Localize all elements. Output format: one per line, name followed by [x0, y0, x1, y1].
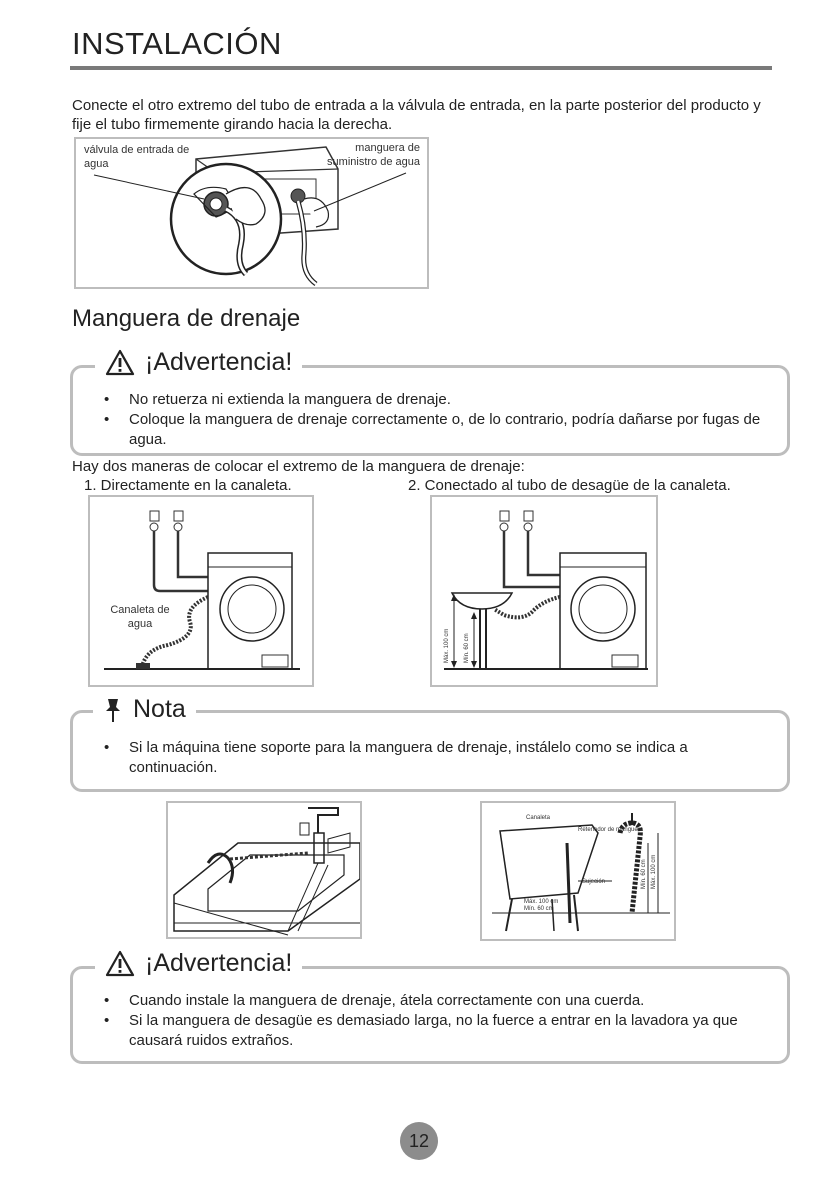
list-item: • Cuando instale la manguera de drenaje, átela correctamente con una cuerda. [73, 991, 773, 1011]
warning-title-1: ¡Advertencia! [145, 348, 293, 376]
max-height-label: Máx. 100 cm [444, 628, 450, 663]
page-number: 12 [400, 1122, 438, 1160]
drain-ways-intro: Hay dos maneras de colocar el extremo de la manguera de drenaje: [72, 458, 525, 475]
warning-header-1 [95, 348, 302, 377]
note-list [73, 738, 763, 778]
warning-triangle-icon [105, 950, 135, 977]
supply-hose-label: manguera de suministro de agua [327, 142, 420, 168]
warning-box-2 [70, 949, 790, 1064]
warning-header-2 [95, 949, 302, 978]
tub-min-label: Mín. 60 cm [524, 906, 554, 912]
tub-max-label: Máx. 100 cm [524, 899, 559, 905]
gutter-direct-figure [88, 495, 314, 687]
warning-box-1 [70, 348, 790, 456]
tub-max-vertical: Máx. 100 cm [651, 854, 657, 889]
warning-list-2 [73, 991, 773, 1051]
warning-title-2: ¡Advertencia! [145, 949, 293, 977]
list-item: • Coloque la manguera de drenaje correctamente o, de lo contrario, podría dañarse por fugas de agua. [73, 410, 773, 450]
hose-retainer-label: Retenedor de manguera [578, 827, 644, 833]
intro-paragraph: Conecte el otro extremo del tubo de entrada a la válvula de entrada, en la parte posterior del producto y fije el tubo firmemente girando hacia la derecha. [72, 97, 761, 133]
list-item: • No retuerza ni extienda la manguera de drenaje. [73, 390, 773, 410]
drain-way-2: 2. Conectado al tubo de desagüe de la canaleta. [408, 477, 731, 494]
warning-list-1 [73, 390, 773, 450]
fastener-label: Sujeción [582, 879, 606, 885]
min-height-label: Mín. 60 cm [464, 633, 470, 663]
inlet-valve-label: válvula de entrada de agua [84, 144, 190, 170]
list-item: • Si la máquina tiene soporte para la manguera de drenaje, instálelo como se indica a continuación. [73, 738, 763, 778]
page-title: INSTALACIÓN [72, 26, 282, 61]
warning-triangle-icon [105, 349, 135, 376]
title-divider [70, 66, 772, 70]
laundry-tub-figure [480, 801, 676, 941]
drain-pipe-figure [430, 495, 658, 687]
note-title: Nota [133, 695, 186, 723]
drain-hose-heading: Manguera de drenaje [72, 305, 301, 332]
tub-canaleta-label: Canaleta [526, 815, 551, 821]
drain-way-1: 1. Directamente en la canaleta. [84, 477, 292, 494]
note-header [93, 695, 196, 724]
gutter-label: Canaleta de agua [110, 604, 170, 630]
inlet-valve-figure [74, 137, 429, 289]
pushpin-icon [103, 697, 123, 723]
sink-figure [166, 801, 362, 939]
list-item: • Si la manguera de desagüe es demasiado larga, no la fuerce a entrar en la lavadora ya que causará ruidos extraños. [73, 1011, 773, 1051]
tub-min-vertical: Mín. 60 cm [641, 859, 647, 889]
note-box [70, 695, 790, 792]
